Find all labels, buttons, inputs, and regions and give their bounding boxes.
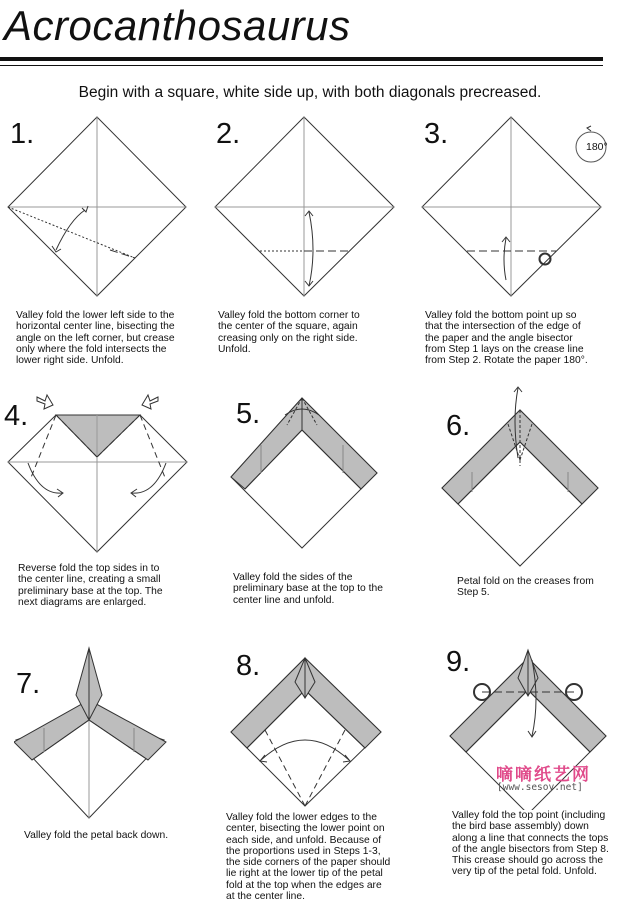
watermark-site-name: 嘀嘀纸艺网 xyxy=(496,765,591,785)
step-3-diagram xyxy=(412,110,620,310)
step-4-number: 4. xyxy=(4,400,29,432)
step-8-diagram xyxy=(225,640,425,810)
step-7-diagram xyxy=(14,640,184,825)
page-subtitle: Begin with a square, white side up, with both diagonals precreased. xyxy=(78,84,542,101)
title-rule-thick xyxy=(0,57,603,61)
step-4-caption: Reverse fold the top sides in to the center line, creating a small preliminary base at the top. The next diagrams are enlarged. xyxy=(18,563,163,608)
step-1-diagram xyxy=(0,110,200,310)
step-3-caption: Valley fold the bottom point up so that the intersection of the edge of the paper and the angle bisector from Step 1 lays on the crease line from Step 2. Rotate the paper 180°. xyxy=(425,310,588,367)
step-2-diagram xyxy=(205,110,405,310)
step-5-diagram xyxy=(225,385,425,560)
step-6-diagram xyxy=(432,380,620,570)
step-6-number: 6. xyxy=(446,410,471,442)
step-1-caption: Valley fold the lower left side to the horizontal center line, bisecting the angle on the left corner, but crease only where the fold intersects the lower right side. Unfold. xyxy=(16,310,175,367)
step-3-number: 3. xyxy=(424,118,449,150)
step-9-number: 9. xyxy=(446,646,471,678)
page-title: Acrocanthosaurus xyxy=(4,2,351,49)
title-rule-thin xyxy=(0,65,603,66)
step-6-caption: Petal fold on the creases from Step 5. xyxy=(457,576,594,599)
step-5-caption: Valley fold the sides of the preliminary base at the top to the center line and unfold. xyxy=(233,572,383,606)
step-8-caption: Valley fold the lower edges to the center, bisecting the lower point on each side, and unfold. Because of the proportions used in Steps 1-3, the side corners of the paper should lie right at the lower tip of the petal fold at the top when the edges are at the center line. xyxy=(226,812,391,903)
step-5-number: 5. xyxy=(236,398,261,430)
step-7-number: 7. xyxy=(16,668,41,700)
step-3-rotate-label: 180° xyxy=(586,141,608,153)
step-2-number: 2. xyxy=(216,118,241,150)
step-1-number: 1. xyxy=(10,118,35,150)
step-4-diagram xyxy=(0,385,200,555)
step-7-caption: Valley fold the petal back down. xyxy=(24,830,169,841)
watermark-url: [www.sesoy.net] xyxy=(497,782,583,793)
step-9-caption: Valley fold the top point (including the bird base assembly) down along a line that connects the tops of the angle bisectors from Step 8. This crease should go across the very tip of the petal fold. Unfold. xyxy=(452,810,609,878)
step-2-caption: Valley fold the bottom corner to the center of the square, again creasing only on the right side. Unfold. xyxy=(218,310,360,355)
step-8-number: 8. xyxy=(236,650,261,682)
